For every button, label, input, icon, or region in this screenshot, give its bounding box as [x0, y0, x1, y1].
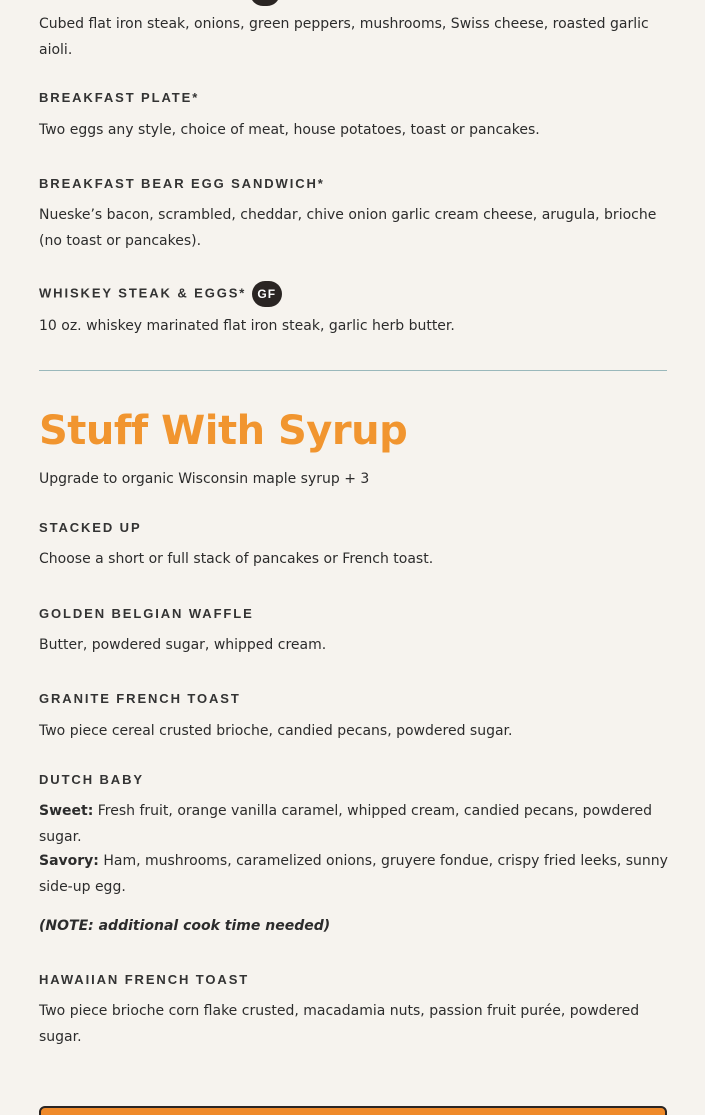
- item-description-dutch-baby-savory: [39, 849, 669, 900]
- section-subtitle-syrup-upgrade: Upgrade to organic Wisconsin maple syrup + 3: [39, 471, 370, 487]
- bottom-orange-banner[interactable]: [39, 1106, 667, 1115]
- item-description-steak-scramble: Cubed flat iron steak, onions, green peppers, mushrooms, Swiss cheese, roasted garlic aioli.: [39, 16, 649, 58]
- item-description-breakfast-plate: Two eggs any style, choice of meat, house potatoes, toast or pancakes.: [39, 122, 540, 138]
- item-title-breakfast-bear-sandwich: BREAKFAST BEAR EGG SANDWICH*: [39, 176, 325, 191]
- gluten-free-badge: GF: [252, 281, 282, 307]
- item-title-granite-french-toast: GRANITE FRENCH TOAST: [39, 691, 241, 706]
- item-title-dutch-baby: DUTCH BABY: [39, 772, 144, 787]
- item-title-breakfast-plate: BREAKFAST PLATE*: [39, 90, 200, 105]
- item-title-hawaiian-french-toast: HAWAIIAN FRENCH TOAST: [39, 972, 250, 987]
- gluten-free-badge-top: [250, 0, 280, 6]
- savory-label: Savory:: [39, 853, 99, 869]
- item-title-stacked-up: STACKED UP: [39, 520, 142, 535]
- savory-text: Ham, mushrooms, caramelized onions, gruyere fondue, crispy fried leeks, sunny side-up egg.: [39, 853, 668, 895]
- item-title-whiskey-steak: WHISKEY STEAK & EGGS*: [39, 285, 247, 301]
- item-description-dutch-baby-sweet: [39, 799, 669, 850]
- item-description-golden-belgian-waffle: Butter, powdered sugar, whipped cream.: [39, 637, 327, 653]
- item-description-stacked-up: Choose a short or full stack of pancakes or French toast.: [39, 551, 434, 567]
- item-description-breakfast-bear-sandwich: Nueske’s bacon, scrambled, cheddar, chive onion garlic cream cheese, arugula, brioche (no toast or pancakes).: [39, 207, 657, 249]
- section-title-stuff-with-syrup: Stuff With Syrup: [39, 408, 408, 454]
- item-description-granite-french-toast: Two piece cereal crusted brioche, candied pecans, powdered sugar.: [39, 723, 513, 739]
- item-description-whiskey-steak: 10 oz. whiskey marinated flat iron steak, garlic herb butter.: [39, 318, 455, 334]
- item-title-row-whiskey-steak: [39, 281, 282, 307]
- dutch-baby-cook-time-note: (NOTE: additional cook time needed): [39, 918, 331, 934]
- sweet-label: Sweet:: [39, 803, 94, 819]
- sweet-text: Fresh fruit, orange vanilla caramel, whipped cream, candied pecans, powdered sugar.: [39, 803, 653, 845]
- item-title-golden-belgian-waffle: GOLDEN BELGIAN WAFFLE: [39, 606, 254, 621]
- section-divider: [39, 370, 667, 371]
- item-description-hawaiian-french-toast: Two piece brioche corn flake crusted, macadamia nuts, passion fruit purée, powdered sugar.: [39, 1003, 640, 1045]
